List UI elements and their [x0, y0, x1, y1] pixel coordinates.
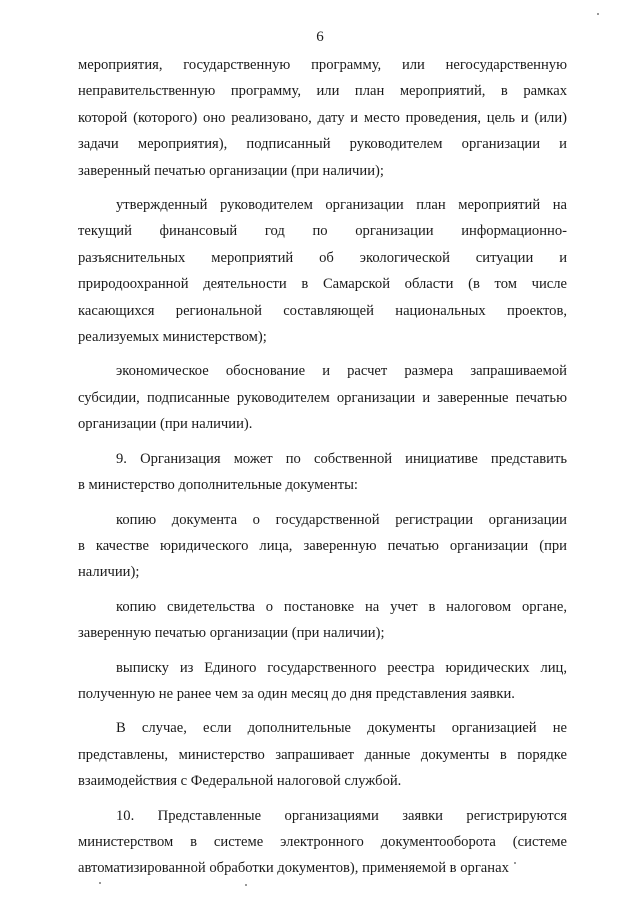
text-line: В случае, если дополнительные документы организацией не: [116, 720, 567, 737]
text-line: реализуемых министерством);: [78, 329, 267, 346]
text-line: неправительственную программу, или план мероприятий, в рамках: [78, 83, 567, 100]
scan-speck: [597, 13, 599, 15]
paragraph: [78, 507, 567, 586]
paragraph: [78, 594, 567, 647]
text-line: субсидии, подписанные руководителем организации и заверенные печатью: [78, 389, 567, 406]
text-line: министерством в системе электронного документооборота (системе: [78, 833, 567, 850]
document-body: [78, 52, 567, 890]
text-line: касающихся региональной составляющей национальных проектов,: [78, 302, 567, 319]
text-line: наличии);: [78, 564, 140, 581]
scan-speck: [245, 884, 247, 886]
paragraph: [78, 655, 567, 708]
text-line: утвержденный руководителем организации план мероприятий на: [116, 197, 567, 214]
text-line: задачи мероприятия), подписанный руководителем организации и: [78, 136, 567, 153]
scan-speck: [99, 882, 101, 884]
text-line: мероприятия, государственную программу, или негосударственную: [78, 57, 567, 73]
text-line: заверенную печатью организации (при наличии);: [78, 625, 385, 642]
paragraph: [78, 715, 567, 794]
text-line: текущий финансовый год по организации информационно-: [78, 223, 567, 240]
text-line: копию свидетельства о постановке на учет в налоговом органе,: [116, 598, 567, 615]
paragraph: [78, 803, 567, 882]
text-line: заверенный печатью организации (при наличии);: [78, 162, 384, 179]
page-number: 6: [316, 29, 324, 45]
text-line: 9. Организация может по собственной инициативе представить: [116, 450, 567, 467]
text-line: природоохранной деятельности в Самарской области (в том числе: [78, 276, 567, 293]
paragraph: [78, 192, 567, 350]
text-line: представлены, министерство запрашивает данные документы в порядке: [78, 746, 567, 763]
text-line: 10. Представленные организациями заявки регистрируются: [116, 807, 567, 824]
paragraph: [78, 446, 567, 499]
paragraph: [78, 358, 567, 437]
paragraph: [78, 52, 567, 184]
text-line: автоматизированной обработки документов), применяемой в органах: [78, 860, 509, 877]
text-line: в министерство дополнительные документы:: [78, 477, 358, 494]
text-line: разъяснительных мероприятий об экологической ситуации и: [78, 249, 567, 266]
text-line: которой (которого) оно реализовано, дату и место проведения, цель и (или): [78, 109, 567, 126]
text-line: выписку из Единого государственного реестра юридических лиц,: [116, 659, 567, 676]
text-line: взаимодействия с Федеральной налоговой службой.: [78, 773, 402, 790]
text-line: копию документа о государственной регистрации организации: [116, 511, 567, 528]
text-line: в качестве юридического лица, заверенную печатью организации (при: [78, 537, 567, 554]
text-line: полученную не ранее чем за один месяц до дня представления заявки.: [78, 685, 515, 702]
text-line: экономическое обоснование и расчет размера запрашиваемой: [116, 363, 567, 380]
text-line: организации (при наличии).: [78, 416, 253, 433]
scan-speck: [514, 862, 516, 864]
